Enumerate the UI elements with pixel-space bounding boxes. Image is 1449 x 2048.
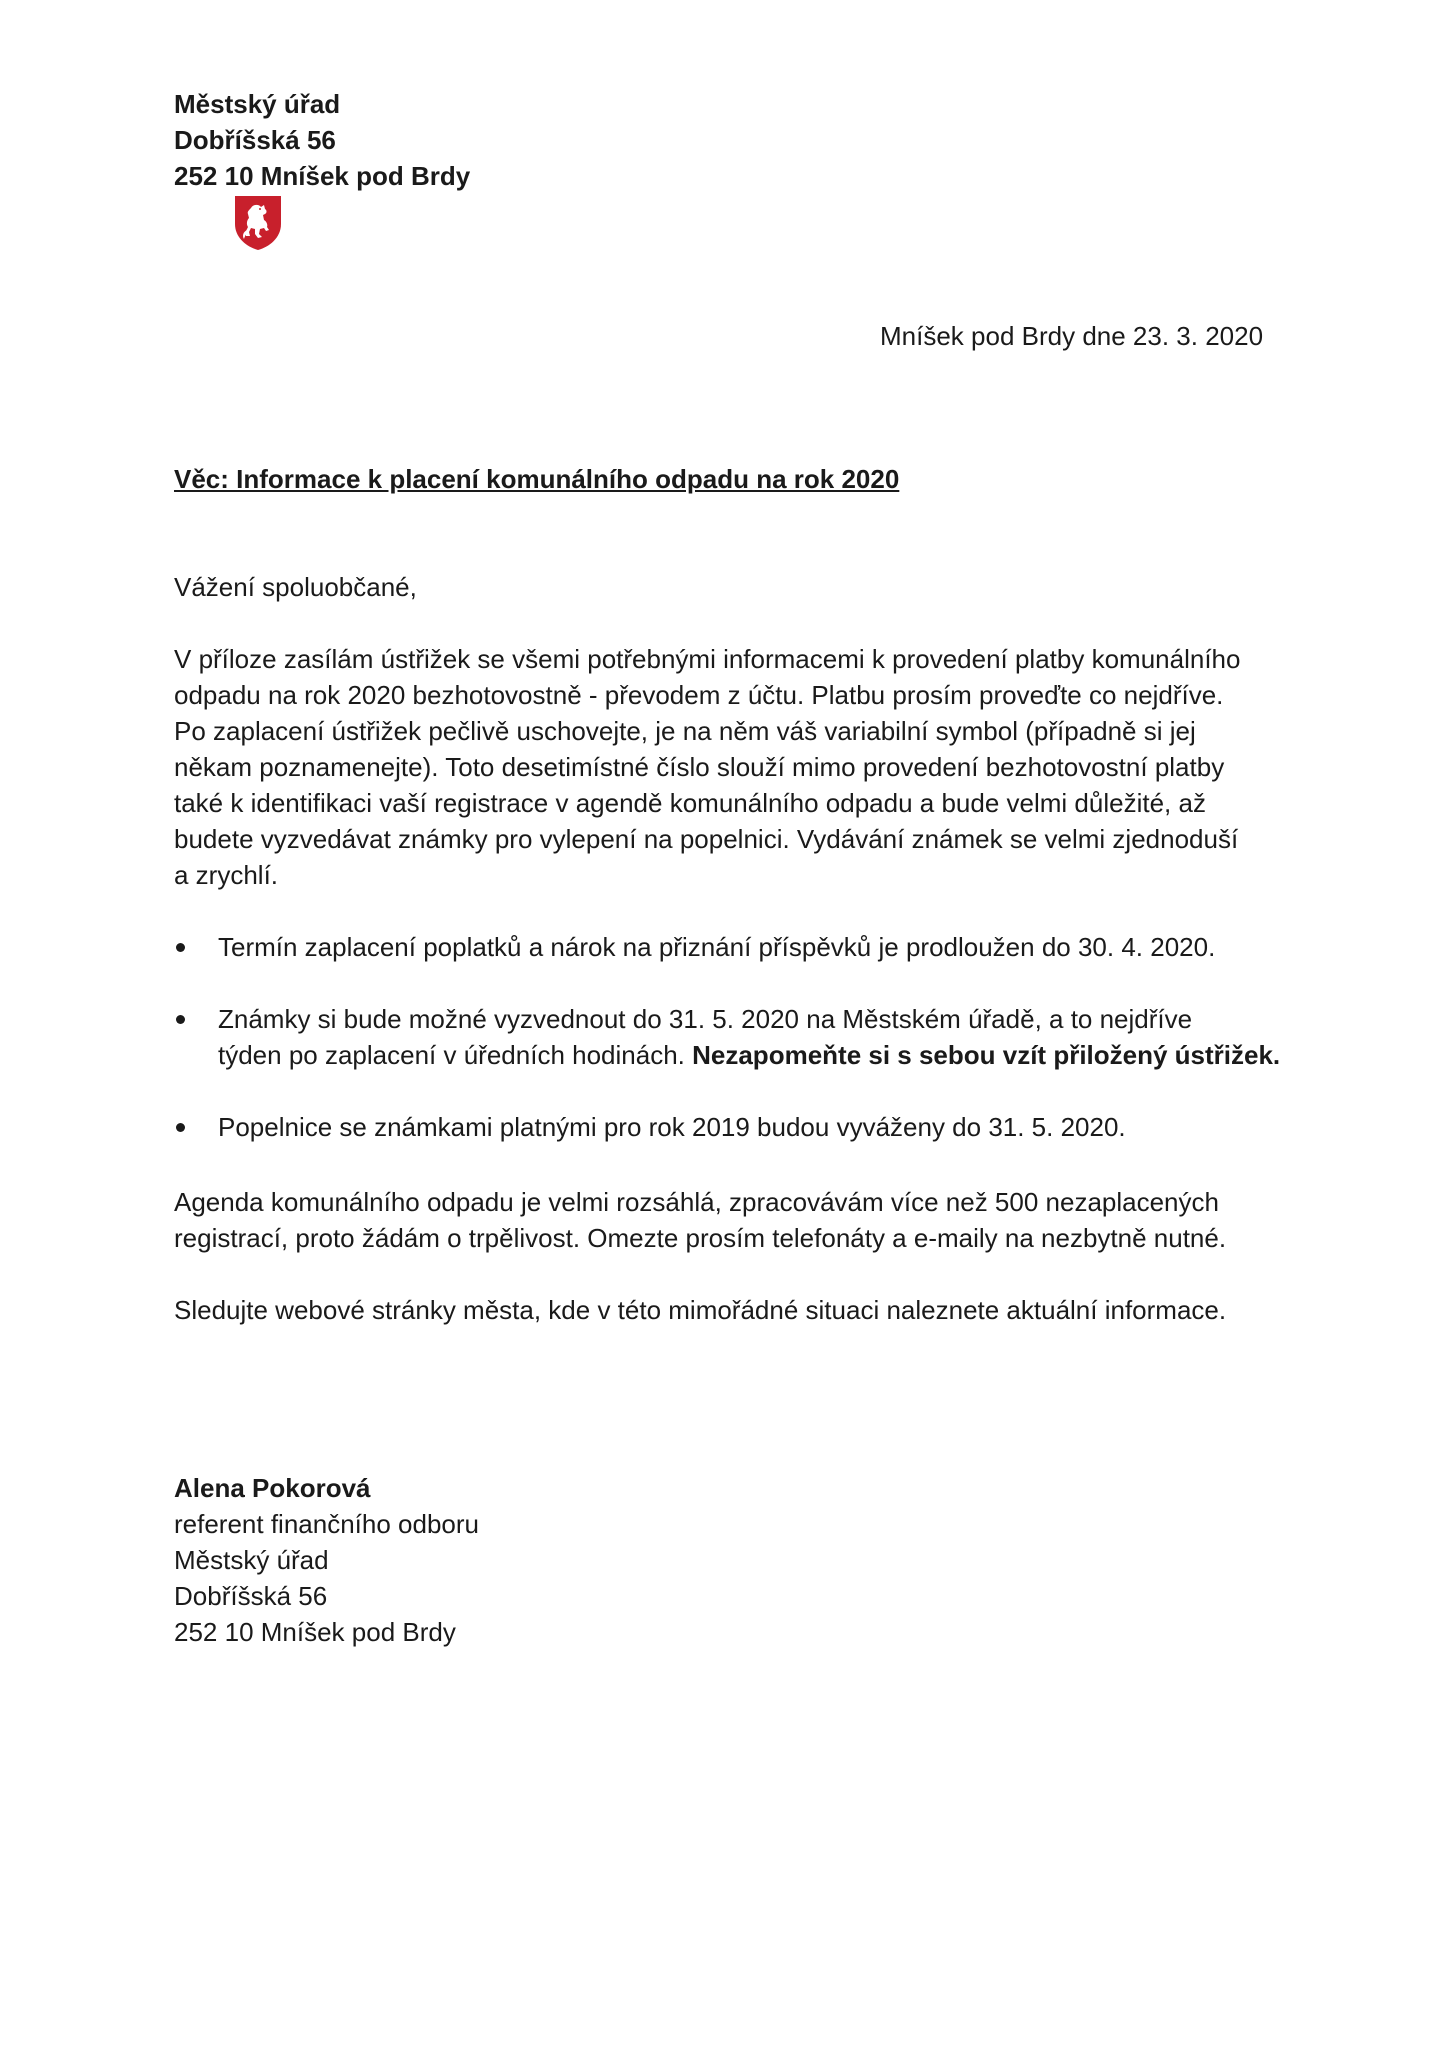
paragraph-line: také k identifikaci vaší registrace v agendě komunálního odpadu a bude velmi důležité, až [174,788,1206,818]
bullet-item-deadline [174,929,1324,965]
letter-subject: Věc: Informace k placení komunálního odpadu na rok 2020 [174,464,900,494]
signer-role: referent finančního odboru [174,1509,479,1539]
salutation: Vážení spoluobčané, [174,572,417,602]
sender-city: 252 10 Mníšek pod Brdy [174,161,471,191]
paragraph-line: Po zaplacení ústřižek pečlivě uschovejte, je na něm váš variabilní symbol (případně si jej [174,716,1196,746]
coat-of-arms-icon [233,194,283,252]
sender-address [174,86,470,194]
paragraph-line: a zrychlí. [174,860,279,890]
bullet-text-normal: týden po zaplacení v úředních hodinách. [218,1040,693,1070]
signer-name: Alena Pokorová [174,1473,371,1503]
body-paragraph-2 [174,1184,1304,1256]
bullet-list [174,929,1324,1181]
bullet-dot-icon [176,1015,185,1024]
bullet-dot-icon [176,943,185,952]
bullet-item-bins [174,1109,1324,1145]
sender-street: Dobříšská 56 [174,125,336,155]
bullet-text: Termín zaplacení poplatků a nárok na přiznání příspěvků je prodloužen do 30. 4. 2020. [218,932,1216,962]
body-paragraph-1 [174,641,1304,893]
body-paragraph-3 [174,1292,1304,1328]
signer-office: Městský úřad [174,1545,329,1575]
letter-date: Mníšek pod Brdy dne 23. 3. 2020 [880,321,1264,351]
bullet-text: Popelnice se známkami platnými pro rok 2019 budou vyváženy do 31. 5. 2020. [218,1112,1126,1142]
paragraph-line: Agenda komunálního odpadu je velmi rozsáhlá, zpracovávám více než 500 nezaplacených [174,1187,1219,1217]
bullet-text: Známky si bude možné vyzvednout do 31. 5. 2020 na Městském úřadě, a to nejdříve [218,1004,1193,1034]
signature-block [174,1470,479,1650]
signer-street: Dobříšská 56 [174,1581,328,1611]
paragraph-line: někam poznamenejte). Toto desetimístné číslo slouží mimo provedení bezhotovostní platby [174,752,1225,782]
bullet-text-line2 [218,1037,1324,1073]
paragraph-line: Sledujte webové stránky města, kde v této mimořádné situaci naleznete aktuální informace. [174,1295,1227,1325]
signer-city: 252 10 Mníšek pod Brdy [174,1617,456,1647]
paragraph-line: budete vyzvedávat známky pro vylepení na popelnici. Vydávání známek se velmi zjednoduší [174,824,1239,854]
bullet-text-bold: Nezapomeňte si s sebou vzít přiložený ústřižek. [692,1040,1281,1070]
sender-office: Městský úřad [174,89,341,119]
bullet-dot-icon [176,1123,185,1132]
paragraph-line: odpadu na rok 2020 bezhotovostně - převodem z účtu. Platbu prosím proveďte co nejdříve. [174,680,1224,710]
paragraph-line: V příloze zasílám ústřižek se všemi potřebnými informacemi k provedení platby komunálního [174,644,1241,674]
bullet-item-stickers [174,1001,1324,1073]
paragraph-line: registrací, proto žádám o trpělivost. Omezte prosím telefonáty a e-maily na nezbytně nutné. [174,1223,1227,1253]
